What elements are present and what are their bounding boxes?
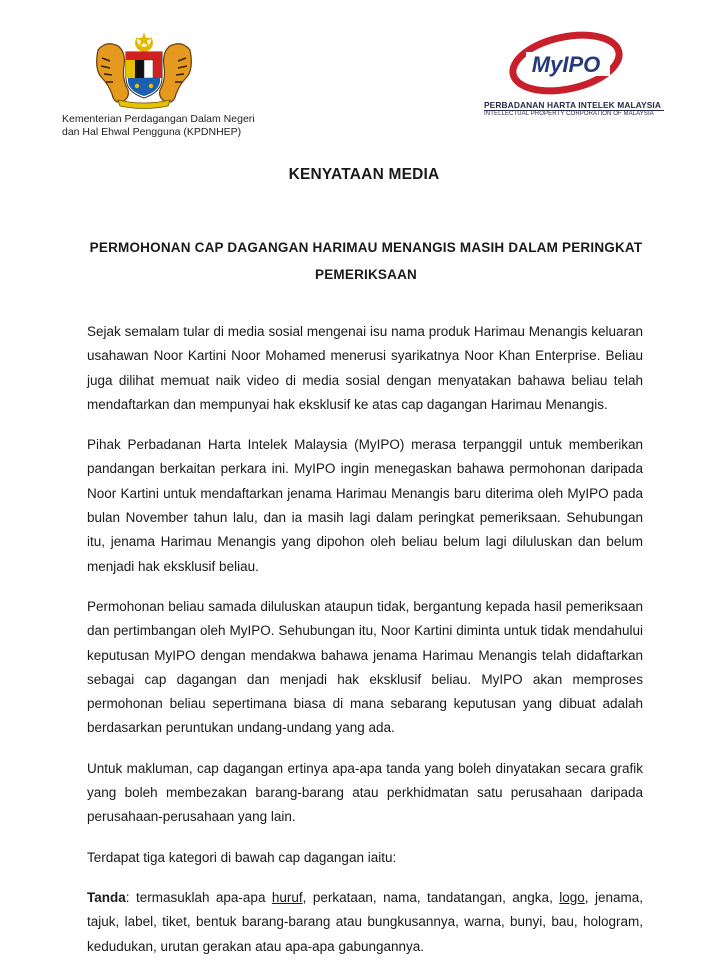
paragraph-5: Terdapat tiga kategori di bawah cap dagangan iaitu: (87, 849, 397, 865)
press-release-headline: PERMOHONAN CAP DAGANGAN HARIMAU MENANGIS MASIH DALAM PERINGKAT PEMERIKSAAN (89, 240, 643, 282)
paragraph-4: Untuk makluman, cap dagangan ertinya apa-apa tanda yang boleh dinyatakan secara grafik yang boleh membezakan barang-barang atau perkhidmatan satu perusahaan daripada perusahaan-perusahaan yang lain. (87, 760, 643, 825)
definition-text-3: , jenama, tajuk, label, tiket, bentuk barang-barang atau bungkusannya, warna, bunyi, bau, hologram, kedudukan, urutan gerakan atau apa-apa gabungannya. (87, 889, 643, 954)
corporation-name-english: INTELLECTUAL PROPERTY CORPORATION OF MALAYSIA (484, 111, 654, 117)
press-release-body (87, 320, 643, 959)
definition-text-1: : termasuklah apa-apa (125, 889, 272, 905)
document-title: KENYATAAN MEDIA (288, 166, 440, 183)
paragraph-1: Sejak semalam tular di media sosial mengenai isu nama produk Harimau Menangis keluaran usahawan Noor Kartini Noor Mohamed menerusi syarikatnya Noor Khan Enterprise. Beliau juga dilihat memuat naik video di media sosial dengan menyatakan bahawa beliau telah mendaftarkan dan mempunyai hak eksklusif ke atas cap dagangan Harimau Menangis. (87, 324, 643, 412)
corporation-name: PERBADANAN HARTA INTELEK MALAYSIA (484, 100, 664, 111)
paragraph-2: Pihak Perbadanan Harta Intelek Malaysia (MyIPO) merasa terpanggil untuk memberikan pandangan berkaitan perkara ini. MyIPO ingin menegaskan bahawa permohonan daripada Noor Kartini untuk mendaftarkan jenama Harimau Menangis baru diterima oleh MyIPO pada bulan November tahun lalu, dan ia masih lagi dalam peringkat pemeriksaan. Sehubungan itu, jenama Harimau Menangis yang dipohon oleh beliau belum lagi diluluskan dan belum menjadi hak eksklusif beliau. (87, 437, 643, 574)
definition-term: Tanda (87, 889, 126, 905)
myipo-logo-icon (506, 30, 626, 100)
definition-underlined-2: logo (559, 889, 585, 905)
definition-text-2: , perkataan, nama, tandatangan, angka, (302, 889, 560, 905)
definition-underlined-1: huruf (271, 889, 303, 905)
coat-of-arms-icon (88, 30, 200, 112)
ministry-name-line-1: Kementerian Perdagangan Dalam Negeri (62, 113, 255, 125)
paragraph-3: Permohonan beliau samada diluluskan ataupun tidak, bergantung kepada hasil pemeriksaan dan pertimbangan oleh MyIPO. Sehubungan itu, Noor Kartini diminta untuk tidak mendahului keputusan MyIPO dengan mendakwa bahawa jenama Harimau Menangis telah didaftarkan sebagai cap dagangan dan menjadi hak eksklusif beliau. MyIPO akan memproses permohonan beliau sepertimana biasa di mana sebarang keputusan yang dibuat adalah berdasarkan peruntukan undang-undang yang ada. (87, 598, 643, 736)
ministry-name (62, 113, 282, 139)
paragraph-6 (87, 886, 643, 959)
ministry-name-line-2: dan Hal Ehwal Pengguna (KPDNHEP) (62, 126, 242, 138)
myipo-logo-text: MyIPO (531, 52, 601, 77)
